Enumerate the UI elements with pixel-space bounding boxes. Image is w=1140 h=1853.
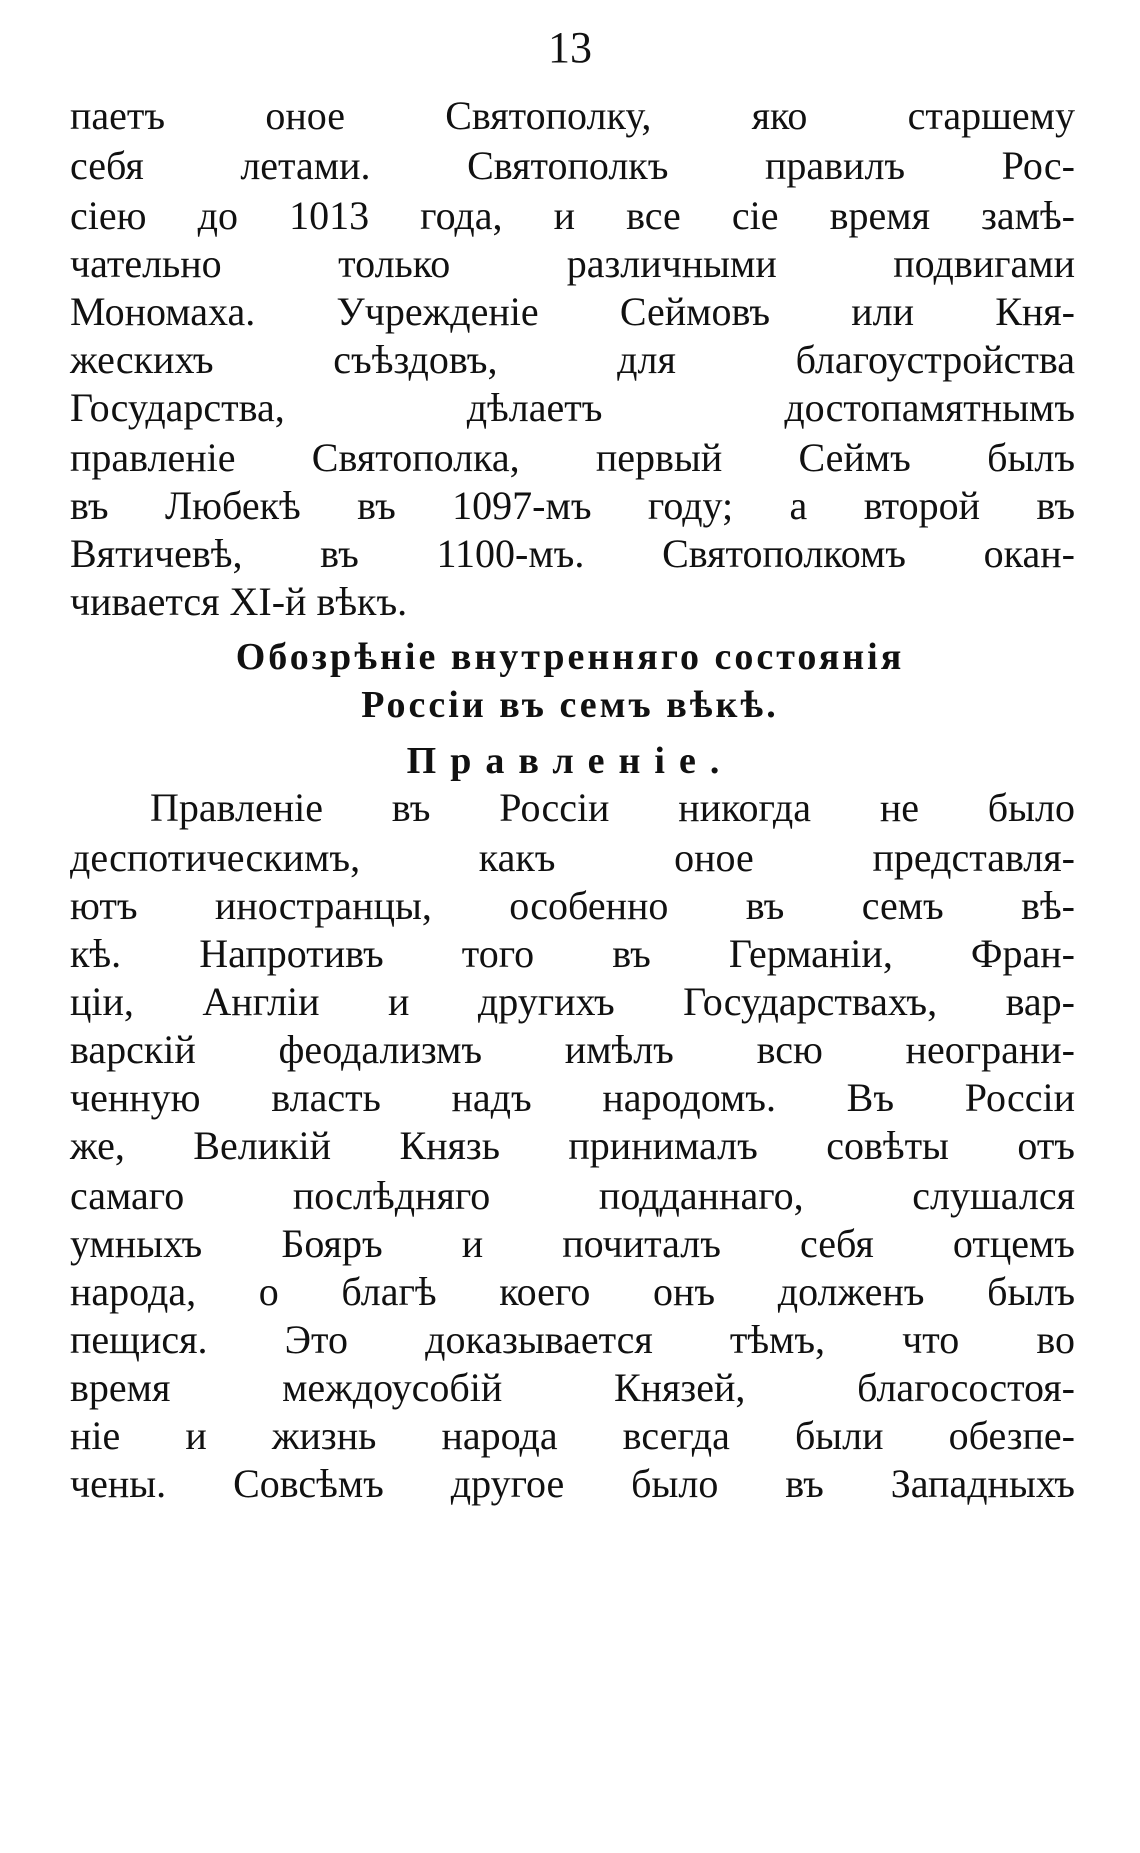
text-line: ютъ иностранцы, особенно въ семъ вѣ- bbox=[70, 883, 1075, 928]
text-line: варскiй феодализмъ имѣлъ всю неограни- bbox=[70, 1027, 1075, 1072]
text-line: умныхъ Бояръ и почиталъ себя отцемъ bbox=[70, 1221, 1075, 1266]
text-line: Правленiе въ Россiи никогда не было bbox=[150, 785, 1075, 830]
section-heading-line: Россiи въ семъ вѣкѣ. bbox=[361, 684, 779, 726]
text-line: Вятичевѣ, въ 1100-мъ. Святополкомъ окан- bbox=[70, 531, 1075, 576]
subsection-heading: Правленiе. bbox=[406, 740, 734, 782]
text-line: Мономаха. Учрежденiе Сеймовъ или Кня- bbox=[70, 289, 1075, 334]
text-line: чены. Совсѣмъ другое было въ Западныхъ bbox=[70, 1461, 1075, 1506]
text-line: нiе и жизнь народа всегда были обезпе- bbox=[70, 1413, 1075, 1458]
text-line: время междоусобiй Князей, благосостоя- bbox=[70, 1365, 1075, 1410]
text-line: народа, о благѣ коего онъ долженъ былъ bbox=[70, 1269, 1075, 1314]
text-line: ченную власть надъ народомъ. Въ Россiи bbox=[70, 1075, 1075, 1120]
text-line: чательно только различными подвигами bbox=[70, 241, 1075, 286]
section-heading-line: Обозрѣнiе внутренняго состоянiя bbox=[235, 636, 905, 678]
text-line: кѣ. Напротивъ того въ Германiи, Фран- bbox=[70, 931, 1075, 976]
text-line: жескихъ съѣздовъ, для благоустройства bbox=[70, 337, 1075, 382]
text-line: самаго послѣдняго подданнаго, слушался bbox=[70, 1173, 1075, 1218]
text-line: въ Любекѣ въ 1097-мъ году; а второй въ bbox=[70, 483, 1075, 528]
text-line: правленiе Святополка, первый Сеймъ былъ bbox=[70, 435, 1075, 480]
text-line: себя летами. Святополкъ правилъ Рос- bbox=[70, 143, 1075, 188]
text-line: цiи, Англiи и другихъ Государствахъ, вар- bbox=[70, 979, 1075, 1024]
text-line: Государства, дѣлаетъ достопамятнымъ bbox=[70, 385, 1075, 430]
text-line: же, Великiй Князь принималъ совѣты отъ bbox=[70, 1123, 1075, 1168]
text-line: паетъ оное Святополку, яко старшему bbox=[70, 93, 1075, 138]
text-line: пещися. Это доказывается тѣмъ, что во bbox=[70, 1317, 1075, 1362]
text-line: сiею до 1013 года, и все сiе время замѣ- bbox=[70, 193, 1075, 238]
text-line: чивается XI-й вѣкъ. bbox=[70, 579, 408, 624]
page-number: 13 bbox=[548, 23, 592, 72]
text-line: деспотическимъ, какъ оное представля- bbox=[70, 835, 1075, 880]
